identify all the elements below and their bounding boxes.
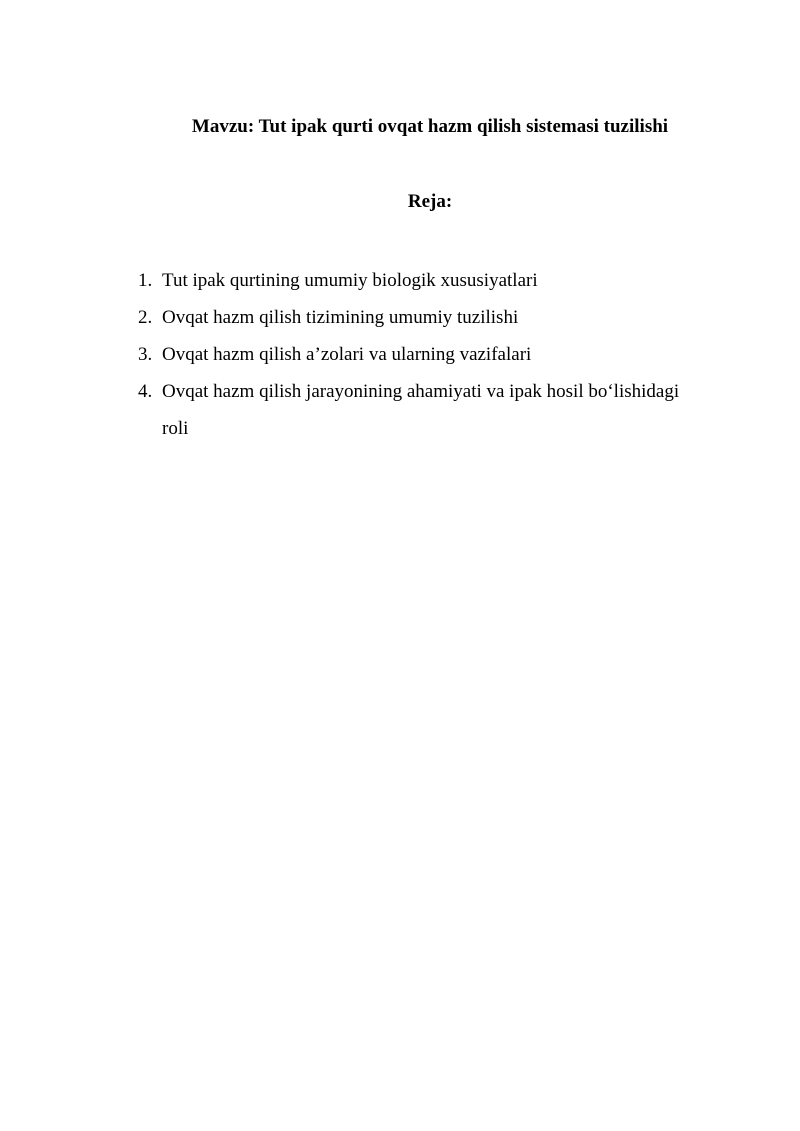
plan-list — [138, 262, 698, 447]
list-item-number: 3. — [138, 344, 153, 365]
list-item-text: Ovqat hazm qilish tizimining umumiy tuzilishi — [162, 307, 519, 328]
list-item-text: Tut ipak qurtining umumiy biologik xususiyatlari — [162, 270, 538, 291]
list-item-text: Ovqat hazm qilish a’zolari va ularning vazifalari — [162, 344, 532, 365]
list-item — [138, 336, 698, 373]
list-item — [138, 299, 698, 336]
list-item — [138, 262, 698, 299]
list-item-number: 4. — [138, 381, 153, 402]
list-item — [138, 373, 698, 447]
list-item-number: 1. — [138, 270, 153, 291]
plan-heading: Reja: — [407, 191, 453, 212]
list-item-number: 2. — [138, 307, 153, 328]
list-item-text: Ovqat hazm qilish jarayonining ahamiyati va ipak hosil bo‘lishidagi roli — [162, 381, 680, 439]
document-title: Mavzu: Tut ipak qurti ovqat hazm qilish sistemasi tuzilishi — [191, 116, 669, 137]
